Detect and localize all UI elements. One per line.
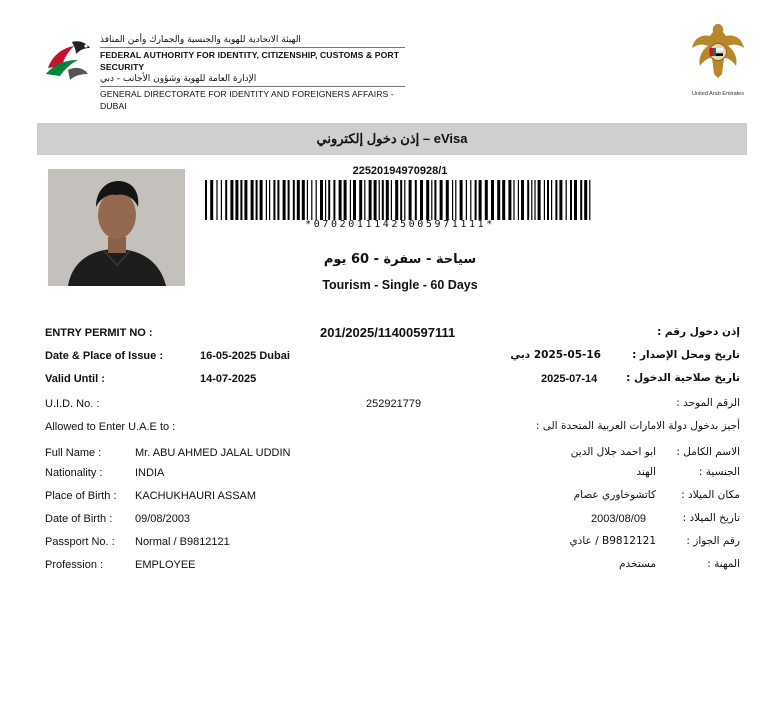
allowed-label-en: Allowed to Enter U.A.E to : [45,421,176,433]
barcode-bar [333,180,335,220]
place-of-birth-value-ar: كاتشوخاوري عصام [573,489,656,501]
valid-until-value-en: 14-07-2025 [200,373,257,385]
barcode-bar [466,180,467,220]
authority-logo-icon [42,34,94,82]
issue-value-ar: 2025-05-16 دبي [510,349,601,361]
barcode-bar [452,180,453,220]
barcode-bar [339,180,342,220]
directorate-name-en: GENERAL DIRECTORATE FOR IDENTITY AND FOREIGNERS AFFAIRS - DUBAI [100,89,394,111]
barcode-digits: *07020111425005971111* [305,219,495,230]
barcode-bar [386,180,389,220]
visa-type-en: Tourism - Single - 60 Days [322,278,478,292]
barcode-bar [455,180,456,220]
full-name-label-en: Full Name : [45,447,102,459]
barcode-bar [508,180,511,220]
barcode-bar [302,180,305,220]
full-name-label-ar: الاسم الكامل : [676,446,740,458]
barcode-bar [566,180,567,220]
barcode-bar [521,180,524,220]
barcode-bar [359,180,362,220]
authority-name-ar: الهيئة الاتحادية للهوية والجنسية والجمارك وأمن المنافذ [100,35,301,45]
barcode-bar [391,180,392,220]
full-name-value-ar: ابو احمد جلال الدين [570,446,656,458]
nationality-label-ar: الجنسية : [698,466,740,478]
barcode-bar [574,180,577,220]
barcode-bar [580,180,582,220]
barcode-bar [297,180,300,220]
date-of-birth-value-ar: 2003/08/09 [591,513,647,525]
barcode-bar [415,180,417,220]
barcode-bar [551,180,552,220]
date-of-birth-value-en: 09/08/2003 [135,513,191,525]
barcode-bar [225,180,227,220]
barcode-bar [555,180,557,220]
barcode-bar [382,180,384,220]
barcode-bar [431,180,432,220]
visa-type-ar: سياحة - سفرة - 60 يوم [323,252,477,267]
date-of-birth-label-ar: تاريخ الميلاد : [682,512,740,524]
barcode-bar [531,180,532,220]
barcode-bar [479,180,482,220]
passport-value-en: Normal / B9812121 [135,536,230,548]
barcode-bar [230,180,233,220]
barcode-bar [277,180,279,220]
barcode-bar [216,180,217,220]
directorate-name-ar: الإدارة العامة للهوية وشؤون الأجانب - دبي [100,74,257,84]
date-of-birth-label-en: Date of Birth : [45,513,113,525]
barcode-bar [325,180,326,220]
full-name-value-en: Mr. ABU AHMED JALAL UDDIN [135,447,291,459]
barcode-bar [440,180,443,220]
barcode-bar [328,180,330,220]
barcode-bar [502,180,505,220]
barcode-bar [364,180,365,220]
uid-label-ar: الرقم الموحد : [676,397,740,409]
barcode-bar [534,180,535,220]
passport-value-ar: B9812121 / عادي [569,535,656,547]
entry-permit-label-en: ENTRY PERMIT NO : [45,327,153,339]
barcode-bar [210,180,213,220]
barcode-bar [288,180,290,220]
barcode-bar [460,180,463,220]
barcode-bar [307,180,308,220]
profession-value-ar: مستخدم [619,558,656,570]
barcode-bar [316,180,317,220]
place-of-birth-label-ar: مكان الميلاد : [681,489,740,501]
barcode-bar [527,180,529,220]
barcode-bar [426,180,429,220]
barcode-bar [497,180,500,220]
barcode-bar [320,180,323,220]
barcode-bar [559,180,562,220]
place-of-birth-label-en: Place of Birth : [45,490,117,502]
passport-label-en: Passport No. : [45,536,115,548]
barcode-bar [311,180,312,220]
barcode-bar [350,180,351,220]
issue-label-ar: تاريخ ومحل الإصدار : [632,349,740,361]
barcode-bar [266,180,267,220]
barcode-bar [470,180,471,220]
barcode-bar [221,180,222,220]
barcode-bar [273,180,275,220]
evisa-title-banner: إذن دخول إلكتروني – eVisa [37,123,747,155]
barcode-bar [589,180,590,220]
barcode-bar [379,180,380,220]
barcode-bar [395,180,398,220]
valid-until-value-ar: 2025-07-14 [541,373,598,385]
barcode-bar [293,180,295,220]
holder-photo [48,169,185,286]
barcode-bar [485,180,488,220]
barcode-bar [244,180,247,220]
visa-barcode [205,180,595,220]
authority-header [100,34,405,112]
authority-name-en: FEDERAL AUTHORITY FOR IDENTITY, CITIZENSHIP, CUSTOMS & PORT SECURITY [100,50,400,72]
valid-until-label-ar: تاريخ صلاحية الدخول : [626,372,740,384]
barcode-bar [344,180,347,220]
profession-label-ar: المهنة : [707,558,740,570]
barcode-bar [283,180,286,220]
profession-label-en: Profession : [45,559,104,571]
barcode-bar [205,180,207,220]
barcode-bar [538,180,541,220]
visa-reference-number: 22520194970928/1 [352,165,448,177]
barcode-bar [400,180,402,220]
barcode-bar [544,180,545,220]
barcode-bar [491,180,494,220]
uid-label-en: U.I.D. No. : [45,398,100,410]
nationality-value-ar: الهند [636,466,656,478]
profession-value-en: EMPLOYEE [135,559,196,571]
barcode-bar [353,180,356,220]
passport-label-ar: رقم الجواز : [686,535,740,547]
uae-emblem-icon [688,20,748,80]
barcode-bar [409,180,412,220]
barcode-bar [260,180,263,220]
barcode-bar [570,180,572,220]
nationality-value-en: INDIA [135,467,165,479]
barcode-bar [547,180,549,220]
barcode-bar [584,180,587,220]
barcode-bar [369,180,372,220]
nationality-label-en: Nationality : [45,467,103,479]
emblem-caption: United Arab Emirates [692,91,744,97]
barcode-bar [404,180,405,220]
barcode-bar [256,180,258,220]
barcode-bar [518,180,519,220]
barcode-bar [240,180,242,220]
barcode-bar [475,180,477,220]
entry-permit-label-ar: إذن دخول رقم : [657,326,740,338]
issue-value-en: 16-05-2025 Dubai [200,350,290,362]
place-of-birth-value-en: KACHUKHAURI ASSAM [135,490,257,502]
barcode-bar [269,180,270,220]
allowed-label-ar: أجيز بدخول دولة الامارات العربية المتحدة الى : [535,420,740,432]
barcode-bar [374,180,377,220]
barcode-bar [434,180,436,220]
barcode-bar [251,180,254,220]
uid-value: 252921779 [366,398,422,410]
barcode-bar [420,180,423,220]
valid-until-label-en: Valid Until : [45,373,105,385]
barcode-bar [513,180,514,220]
barcode-bar [446,180,449,220]
barcode-bar [235,180,238,220]
issue-label-en: Date & Place of Issue : [45,350,163,362]
entry-permit-number: 201/2025/11400597111 [320,325,456,340]
